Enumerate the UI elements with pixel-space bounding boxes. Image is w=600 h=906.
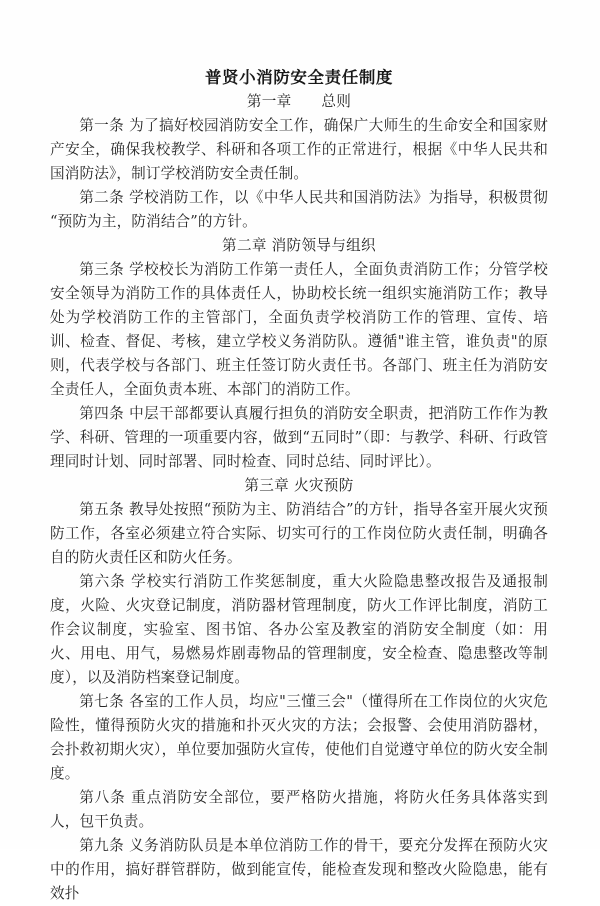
article-1: 第一条 为了搞好校园消防安全工作，确保广大师生的生命安全和国家财产安全，确保我校教学、科研和各项工作的正常进行，根据《中华人民共和国消防法》，制订学校消防安全责任制。 xyxy=(50,117,548,182)
chapter-heading-3: 第三章 火灾预防 xyxy=(244,477,354,494)
chapter-heading-2: 第二章 消防领导与组织 xyxy=(222,237,376,254)
page-title: 普贤小消防安全责任制度 xyxy=(204,68,394,87)
article-8: 第八条 重点消防安全部位，要严格防火措施，将防火任务具体落实到人，包干负责。 xyxy=(50,789,548,830)
article-2: 第二条 学校消防工作，以《中华人民共和国消防法》为指导，积极贯彻“预防为主，防消结合”的方针。 xyxy=(50,189,548,230)
article-6: 第六条 学校实行消防工作奖惩制度，重大火险隐患整改报告及通报制度，火险、火灾登记制度，消防器材管理制度，防火工作评比制度，消防工作会议制度，实验室、图书馆、各办公室及教室的消防安全制度（如：用火、用电、用气，易燃易炸剧毒物品的管理制度，安全检查、隐患整改等制度），以及消防档案登记制度。 xyxy=(50,573,548,686)
document-blocks xyxy=(50,90,548,906)
chapter-heading-1: 第一章 总则 xyxy=(246,93,352,110)
article-5: 第五条 教导处按照“预防为主、防消结合”的方针，指导各室开展火灾预防工作，各室必须建立符合实际、切实可行的工作岗位防火责任制，明确各自的防火责任区和防火任务。 xyxy=(50,501,548,566)
article-9: 第九条 义务消防队员是本单位消防工作的骨干，要充分发挥在预防火灾中的作用，搞好群管群防，做到能宣传，能检查发现和整改火险隐患，能有效扑 xyxy=(50,837,548,902)
article-3: 第三条 学校校长为消防工作第一责任人，全面负责消防工作；分管学校安全领导为消防工作的具体责任人，协助校长统一组织实施消防工作；教导处为学校消防工作的主管部门，全面负责学校消防工作的管理、宣传、培训、检查、督促、考核，建立学校义务消防队。遵循"谁主管，谁负责"的原则，代表学校与各部门、班主任签订防火责任书。各部门、班主任为消防安全责任人，全面负责本班、本部门的消防工作。 xyxy=(50,261,548,398)
article-7: 第七条 各室的工作人员，均应"三懂三会"（懂得所在工作岗位的火灾危险性，懂得预防火灾的措施和扑灭火灾的方法；会报警、会使用消防器材，会扑救初期火灾），单位要加强防火宣传，使他们自觉遵守单位的防火安全制度。 xyxy=(50,693,548,782)
article-4: 第四条 中层干部都要认真履行担负的消防安全职责，把消防工作作为教学、科研、管理的一项重要内容，做到“五同时”（即：与教学、科研、行政管理同时计划、同时部署、同时检查、同时总结、同时评比）。 xyxy=(50,405,548,470)
document-body xyxy=(50,66,548,906)
